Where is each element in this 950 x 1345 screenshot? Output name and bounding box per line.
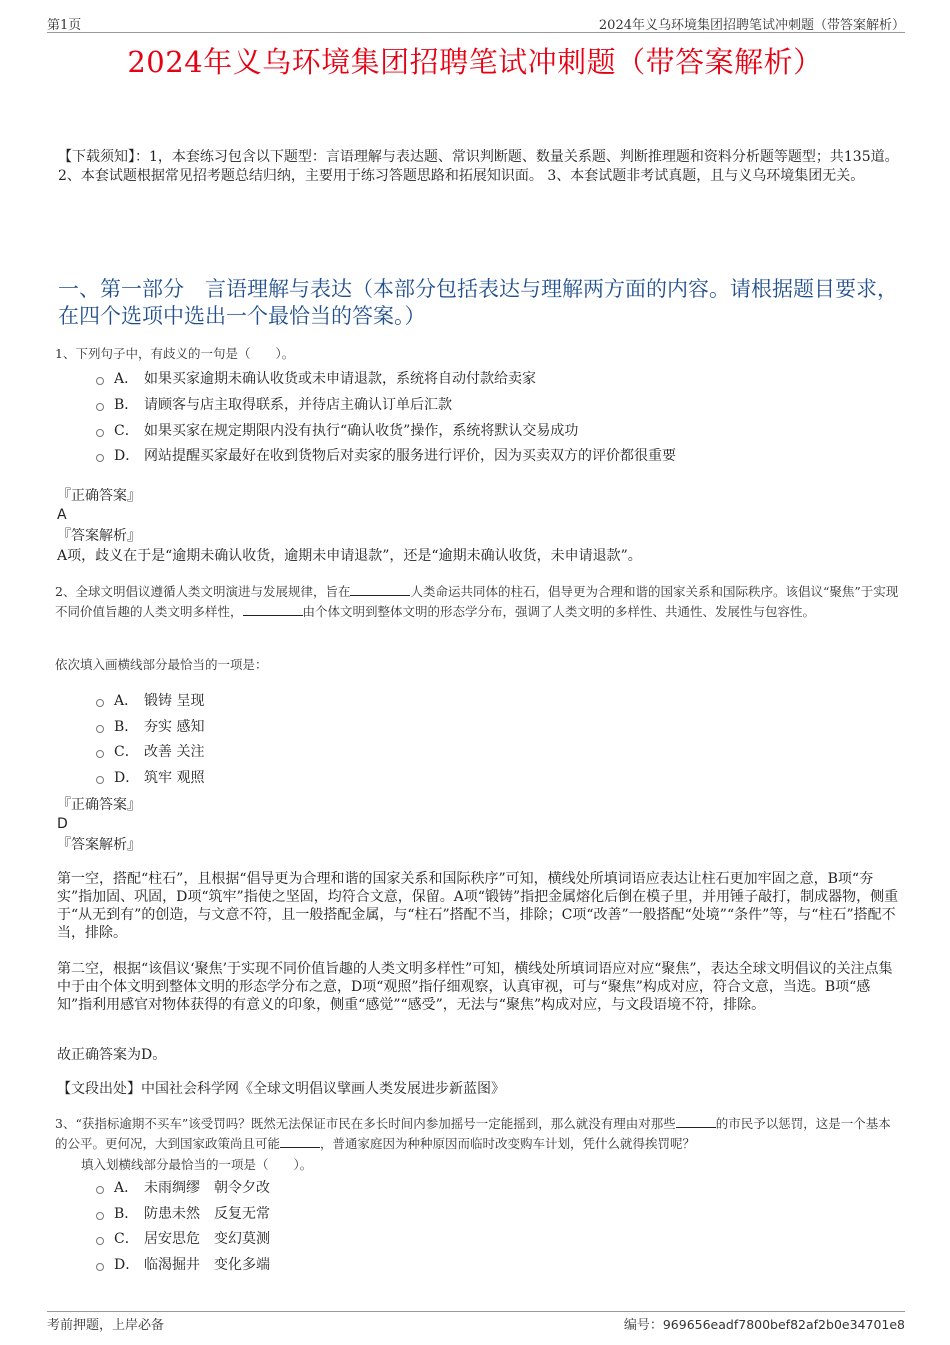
radio-icon[interactable] bbox=[96, 1186, 104, 1194]
page-title: 2024年义乌环境集团招聘笔试冲刺题（带答案解析） bbox=[127, 45, 823, 79]
q2-stem-part: 由个体文明到整体文明的形态学分布，强调了人类文明的多样性、共通性、发展性与包容性。 bbox=[302, 604, 816, 619]
q3-option-c[interactable] bbox=[96, 1227, 270, 1249]
option-letter: B． bbox=[114, 397, 139, 413]
footer-code-value: 969656eadf7800bef82af2b0e34701e8 bbox=[662, 1317, 905, 1332]
radio-icon[interactable] bbox=[96, 750, 104, 758]
q2-conclusion: 故正确答案为D。 bbox=[57, 1047, 167, 1063]
download-notice: 【下载须知】：1，本套练习包含以下题型：言语理解与表达题、常识判断题、数量关系题、判断推理题和资料分析题等题型；共135道。 2、本套试题根据常见招考题总结归纳，主要用于练习答题思路和拓展知识面。 3、本套试题非考试真题，且与义乌环境集团无关。 bbox=[58, 149, 899, 184]
q1-stem: 1、下列句子中，有歧义的一句是（ ）。 bbox=[55, 346, 295, 361]
q1-analysis: A项，歧义在于是“逾期未确认收货，逾期未申请退款”，还是“逾期未确认收货，未申请退款”。 bbox=[57, 548, 642, 564]
option-text: 锻铸 呈现 bbox=[144, 693, 205, 709]
q2-analysis-label: 『答案解析』 bbox=[57, 837, 141, 853]
q3-prompt: 填入划横线部分最恰当的一项是（ ）。 bbox=[81, 1157, 313, 1172]
option-text: 请顾客与店主取得联系，并待店主确认订单后汇款 bbox=[144, 397, 452, 413]
q1-option-a[interactable] bbox=[96, 367, 536, 389]
option-letter: D． bbox=[114, 770, 140, 786]
q2-analysis-paragraph-2: 第二空，根据“该倡议‘聚焦’于实现不同价值旨趣的人类文明多样性”可知，横线处所填词语应对应“聚焦”，表达全球文明倡议的关注点集中于由个体文明到整体文明的形态学分布之意，D项“观照”指仔细观察，认真审视，可与“聚焦”构成对应，符合文意，当选。B项“感知”指利用感官对物体获得的有意义的印象，侧重“感觉”“感受”，无法与“聚焦”构成对应，与文段语境不符，排除。 bbox=[57, 961, 893, 1013]
option-letter: A． bbox=[114, 693, 139, 709]
q3-stem-part: 3、“获指标逾期不买车”该受罚吗？既然无法保证市民在多长时间内参加摇号一定能摇到，那么就没有理由对那些 bbox=[55, 1116, 676, 1131]
radio-icon[interactable] bbox=[96, 1263, 104, 1271]
option-text: 如果买家在规定期限内没有执行“确认收货”操作，系统将默认交易成功 bbox=[144, 423, 579, 439]
q3-stem-part: ，普通家庭因为种种原因而临时改变购车计划，凭什么就得挨罚呢？ bbox=[320, 1136, 696, 1151]
q1-answer: A bbox=[57, 507, 67, 523]
radio-icon[interactable] bbox=[96, 1212, 104, 1220]
option-text: 防患未然 反复无常 bbox=[144, 1206, 270, 1222]
q1-option-b[interactable] bbox=[96, 393, 452, 415]
radio-icon[interactable] bbox=[96, 429, 104, 437]
option-letter: B． bbox=[114, 1206, 139, 1222]
q2-answer: D bbox=[57, 816, 68, 832]
footer-code-label: 编号： bbox=[623, 1318, 663, 1333]
q2-stem-part: 人类命运共同体的柱石，倡导更为合理和谐的国家关系和国际秩序。该倡议“聚焦”于实现不同价值旨趣的人类文明多样性， bbox=[55, 584, 899, 619]
q1-correct-label: 『正确答案』 bbox=[57, 488, 141, 504]
option-text: 未雨绸缪 朝令夕改 bbox=[144, 1180, 270, 1196]
q2-option-a[interactable] bbox=[96, 689, 204, 711]
q2-option-b[interactable] bbox=[96, 715, 204, 737]
q1-analysis-label: 『答案解析』 bbox=[57, 528, 141, 544]
section-heading: 一、第一部分 言语理解与表达（本部分包括表达与理解两方面的内容。请根据题目要求，在四个选项中选出一个最恰当的答案。） bbox=[58, 277, 898, 328]
fill-blank bbox=[243, 603, 303, 616]
fill-blank bbox=[350, 583, 410, 596]
fill-blank bbox=[676, 1115, 716, 1128]
option-text: 改善 关注 bbox=[144, 744, 205, 760]
option-text: 夯实 感知 bbox=[144, 719, 205, 735]
option-letter: C． bbox=[114, 423, 139, 439]
q2-prompt: 依次填入画横线部分最恰当的一项是： bbox=[55, 657, 268, 672]
q3-stem-part: 的市民予以惩罚，这是一个基本的公平。更何况，大到国家政策尚且可能 bbox=[55, 1116, 891, 1151]
q2-correct-label: 『正确答案』 bbox=[57, 797, 141, 813]
q3-option-a[interactable] bbox=[96, 1176, 270, 1198]
q2-stem bbox=[55, 582, 903, 622]
radio-icon[interactable] bbox=[96, 776, 104, 784]
option-text: 网站提醒买家最好在收到货物后对卖家的服务进行评价，因为买卖双方的评价都很重要 bbox=[144, 448, 676, 464]
option-letter: C． bbox=[114, 1231, 139, 1247]
radio-icon[interactable] bbox=[96, 454, 104, 462]
footer-divider bbox=[47, 1311, 905, 1312]
option-text: 临渴掘井 变化多端 bbox=[144, 1257, 270, 1273]
header-doc-title: 2024年义乌环境集团招聘笔试冲刺题（带答案解析） bbox=[598, 18, 905, 33]
option-letter: A． bbox=[114, 1180, 139, 1196]
option-text: 筑牢 观照 bbox=[144, 770, 205, 786]
radio-icon[interactable] bbox=[96, 1237, 104, 1245]
option-text: 居安思危 变幻莫测 bbox=[144, 1231, 270, 1247]
q2-option-c[interactable] bbox=[96, 740, 204, 762]
option-letter: C． bbox=[114, 744, 139, 760]
q3-option-b[interactable] bbox=[96, 1202, 270, 1224]
option-letter: D． bbox=[114, 448, 140, 464]
footer-code bbox=[624, 1314, 905, 1333]
radio-icon[interactable] bbox=[96, 377, 104, 385]
option-text: 如果买家逾期未确认收货或未申请退款，系统将自动付款给卖家 bbox=[144, 371, 536, 387]
radio-icon[interactable] bbox=[96, 403, 104, 411]
q2-source: 【文段出处】中国社会科学网《全球文明倡议擘画人类发展进步新蓝图》 bbox=[57, 1081, 505, 1097]
q2-stem-part: 2、全球文明倡议遵循人类文明演进与发展规律，旨在 bbox=[55, 584, 351, 599]
fill-blank bbox=[280, 1135, 320, 1148]
q2-analysis-paragraph-1: 第一空，搭配“柱石”，且根据“倡导更为合理和谐的国家关系和国际秩序”可知，横线处所填词语应表达让柱石更加牢固之意，B项“夯实”指加固、巩固，D项“筑牢”指使之坚固，均符合文意，保留。A项“锻铸”指把金属熔化后倒在模子里，并用锤子敲打，制成器物，侧重于“从无到有”的创造，与文意不符，且一般搭配金属，与“柱石”搭配不当，排除；C项“改善”一般搭配“处境”“条件”等，与“柱石”搭配不当，排除。 bbox=[57, 871, 899, 941]
page-number: 第1页 bbox=[47, 18, 82, 33]
radio-icon[interactable] bbox=[96, 725, 104, 733]
q2-option-d[interactable] bbox=[96, 766, 204, 788]
q1-option-c[interactable] bbox=[96, 419, 578, 441]
q1-option-d[interactable] bbox=[96, 444, 676, 466]
option-letter: B． bbox=[114, 719, 139, 735]
q3-option-d[interactable] bbox=[96, 1253, 270, 1275]
q3-stem bbox=[55, 1114, 903, 1154]
radio-icon[interactable] bbox=[96, 699, 104, 707]
option-letter: D． bbox=[114, 1257, 140, 1273]
option-letter: A． bbox=[114, 371, 139, 387]
header-divider bbox=[47, 32, 905, 33]
footer-slogan: 考前押题，上岸必备 bbox=[47, 1318, 165, 1333]
